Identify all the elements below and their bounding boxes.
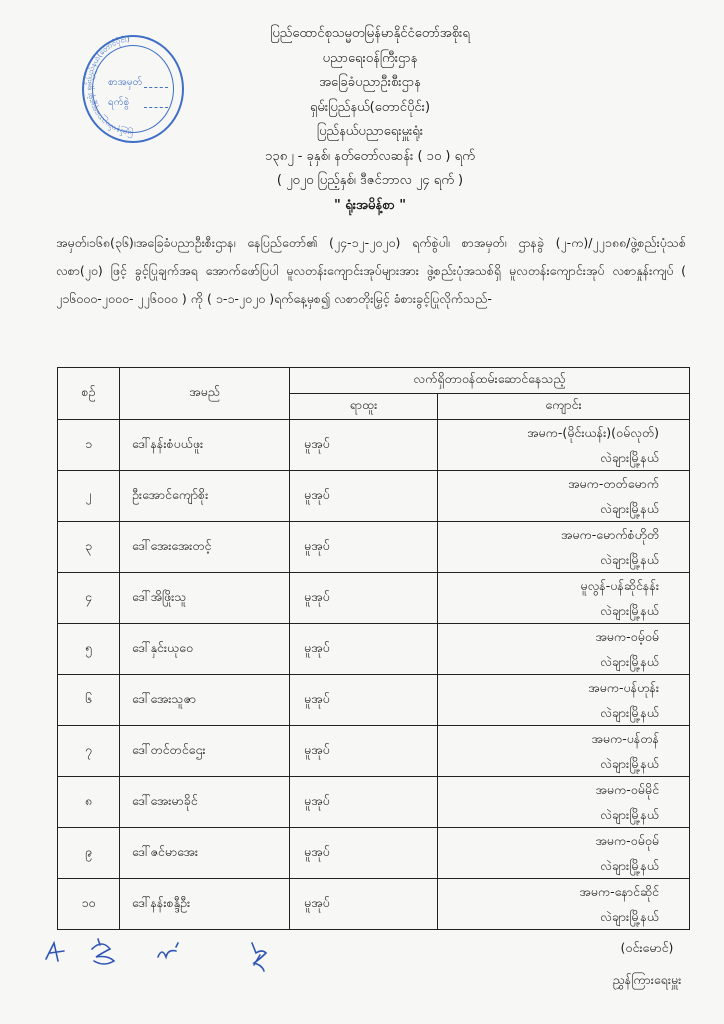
- region-title: ရှမ်းပြည်နယ်(တောင်ပိုင်း): [309, 99, 431, 115]
- school-township: လဲချားမြို့နယ်: [600, 501, 659, 516]
- order-paragraph: အမှတ်၊၁၆၈(၃၆)၊အခြေခံပညာဦးစီးဌာန၊ နေပြည်တော်၏ (၂၄-၁၂-၂၀၂၀) ရက်စွဲပါ၊ စာအမှတ်၊ ဌာနခွဲ (၂-က)/၂၂၁၈၈/ဖွဲ့စည်းပုံသစ်လစာ(၂၀) ဖြင့် ခွင့်ပြုချက်အရ အောက်ဖော်ပြပါ မူလတန်းကျောင်းအုပ်များအား ဖွဲ့စည်းပုံအသစ်ရှိ မူလတန်းကျောင်းအုပ် လစာနှုန်းကျပ် ( ၂၁၆၀၀၀-၂၀၀၀- ၂၂၆၀၀၀ ) ကို ( ၁-၁-၂၀၂၀ )ရက်နေ့မှစ၍ လစာတိုးမြှင့် ခံစားခွင့်ပြုလိုက်သည်-: [56, 235, 686, 306]
- header-school: ကျောင်း: [438, 394, 690, 420]
- school-name: အမက-နောင်ဆိုင်: [579, 884, 659, 899]
- office-stamp: [82, 35, 184, 143]
- signature-mark-2: [92, 939, 114, 964]
- teacher-position: မူအုပ်: [290, 573, 438, 624]
- school-name: အမက-ဝမ်ဝုမ်: [595, 833, 659, 848]
- initials-signatures: [40, 935, 300, 975]
- school-township: လဲချားမြို့နယ်: [600, 807, 659, 822]
- myanmar-date: ၁၃၈၂ - ခုနှစ်၊ နတ်တော်လဆန်း ( ၁၀ ) ရက်: [265, 148, 475, 164]
- school-name: မူလွန်-ပန်ဆိုင်နန်း: [580, 578, 659, 593]
- signature-mark-3: [158, 943, 178, 957]
- table-row: [58, 522, 690, 573]
- school-name: အမက-ပန်ဟုန်း: [588, 680, 659, 695]
- header-current-duty: လက်ရှိတာဝန်ထမ်းဆောင်နေသည့်: [290, 368, 690, 394]
- school-cell: [438, 522, 690, 573]
- school-township: လဲချားမြို့နယ်: [600, 705, 659, 720]
- row-number: ၈: [58, 777, 120, 828]
- table-row: [58, 420, 690, 471]
- teacher-position: မူအုပ်: [290, 828, 438, 879]
- table-row: [58, 828, 690, 879]
- row-number: ၃: [58, 522, 120, 573]
- school-name: အမက-ဝမ့်ဝမ်: [595, 629, 659, 644]
- school-cell: [438, 573, 690, 624]
- stamp-ref-blank: [144, 87, 168, 88]
- table-row: [58, 879, 690, 930]
- teacher-position: မူအုပ်: [290, 624, 438, 675]
- table-row: [58, 471, 690, 522]
- teacher-position: မူအုပ်: [290, 522, 438, 573]
- table-row: [58, 624, 690, 675]
- header-no: စဉ်: [58, 368, 120, 420]
- row-number: ၅: [58, 624, 120, 675]
- school-township: လဲချားမြို့နယ်: [600, 654, 659, 669]
- header-position: ရာထူး: [290, 394, 438, 420]
- teacher-table: [57, 367, 690, 930]
- school-name: အမက-(မိုင်းယန်း)(ဝမ်လုတ်): [527, 425, 659, 440]
- office-title: ပြည်နယ်ပညာရေးမှူးရုံး: [316, 124, 424, 139]
- gregorian-date: ( ၂၀၂၀ ပြည့်နှစ်၊ ဒီဇင်ဘာလ ၂၄ ရက် ): [276, 173, 464, 188]
- school-name: အမက-တတ်မောက်: [568, 476, 659, 491]
- stamp-date-blank: [144, 107, 168, 108]
- school-cell: [438, 624, 690, 675]
- teacher-name: ဒေါ်နန်းစံပယ်ဖူး: [120, 420, 290, 471]
- school-cell: [438, 675, 690, 726]
- row-number: ၂: [58, 471, 120, 522]
- table-row: [58, 726, 690, 777]
- row-number: ၉: [58, 828, 120, 879]
- school-township: လဲချားမြို့နယ်: [600, 603, 659, 618]
- document-type-title: " ရုံးအမိန့်စာ ": [333, 197, 407, 213]
- school-name: အမက-မောက်စံဟိုတိ: [560, 527, 659, 542]
- ministry-title: ပညာရေးဝန်ကြီးဌာန: [322, 50, 418, 66]
- school-cell: [438, 777, 690, 828]
- teacher-name: ဒေါ်ဇင်မာအေး: [120, 828, 290, 879]
- row-number: ၆: [58, 675, 120, 726]
- signoff-block: [592, 932, 702, 996]
- letterhead: [180, 22, 560, 218]
- teacher-name: ဒေါ်နှင်းယုဝေ: [120, 624, 290, 675]
- stamp-ref-label: စာအမှတ်: [108, 77, 143, 88]
- table-row: [58, 777, 690, 828]
- department-title: အခြေခံပညာဦးစီးဌာန: [319, 75, 421, 90]
- school-township: လဲချားမြို့နယ်: [600, 756, 659, 771]
- signatory-title: ညွှန်ကြားရေးမှူး: [612, 972, 682, 987]
- school-cell: [438, 726, 690, 777]
- signature-mark-1: [46, 943, 64, 961]
- teacher-name: ဒေါ်တင်တင်ဌေး: [120, 726, 290, 777]
- school-cell: [438, 879, 690, 930]
- school-cell: [438, 828, 690, 879]
- school-township: လဲချားမြို့နယ်: [600, 552, 659, 567]
- teacher-position: မူအုပ်: [290, 879, 438, 930]
- school-township: လဲချားမြို့နယ်: [600, 450, 659, 465]
- teacher-position: မူအုပ်: [290, 471, 438, 522]
- teacher-name: ဒေါ်အေးအေးတင့်: [120, 522, 290, 573]
- table-row: [58, 573, 690, 624]
- teacher-name: ဒေါ်အေးသူဇာ: [120, 675, 290, 726]
- teacher-name: ဒေါ်နန်းစန္ဒီဦး: [120, 879, 290, 930]
- signatory-name: (ဝင်းမောင်): [620, 940, 674, 955]
- teacher-position: မူအုပ်: [290, 420, 438, 471]
- teacher-position: မူအုပ်: [290, 777, 438, 828]
- teacher-position: မူအုပ်: [290, 675, 438, 726]
- school-cell: [438, 420, 690, 471]
- header-name: အမည်: [120, 368, 290, 420]
- stamp-ring-text: ပြည်နယ်ပညာရေးမှူးရုံး ရှမ်းပြည်နယ်(တောင်ပိုင်း): [83, 35, 134, 139]
- teacher-name: ဦးအောင်ကျော်စိုး: [120, 471, 290, 522]
- school-township: လဲချားမြို့နယ်: [600, 909, 659, 924]
- teacher-name: ဒေါ်အေးမာခိုင်: [120, 777, 290, 828]
- school-cell: [438, 471, 690, 522]
- row-number: ၇: [58, 726, 120, 777]
- government-title: ပြည်ထောင်စုသမ္မတမြန်မာနိုင်ငံတော်အစိုးရ: [270, 26, 470, 41]
- signature-mark-4: [252, 943, 266, 971]
- school-township: လဲချားမြို့နယ်: [600, 858, 659, 873]
- teacher-position: မူအုပ်: [290, 726, 438, 777]
- row-number: ၁၀: [58, 879, 120, 930]
- school-name: အမက-ပန်တန်: [591, 731, 659, 746]
- row-number: ၁: [58, 420, 120, 471]
- table-row: [58, 675, 690, 726]
- school-name: အမက-ဝမ်မိုင်: [595, 782, 659, 797]
- teacher-name: ဒေါ်အိဖြိုးသူ: [120, 573, 290, 624]
- row-number: ၄: [58, 573, 120, 624]
- stamp-date-label: ရက်စွဲ: [108, 97, 130, 108]
